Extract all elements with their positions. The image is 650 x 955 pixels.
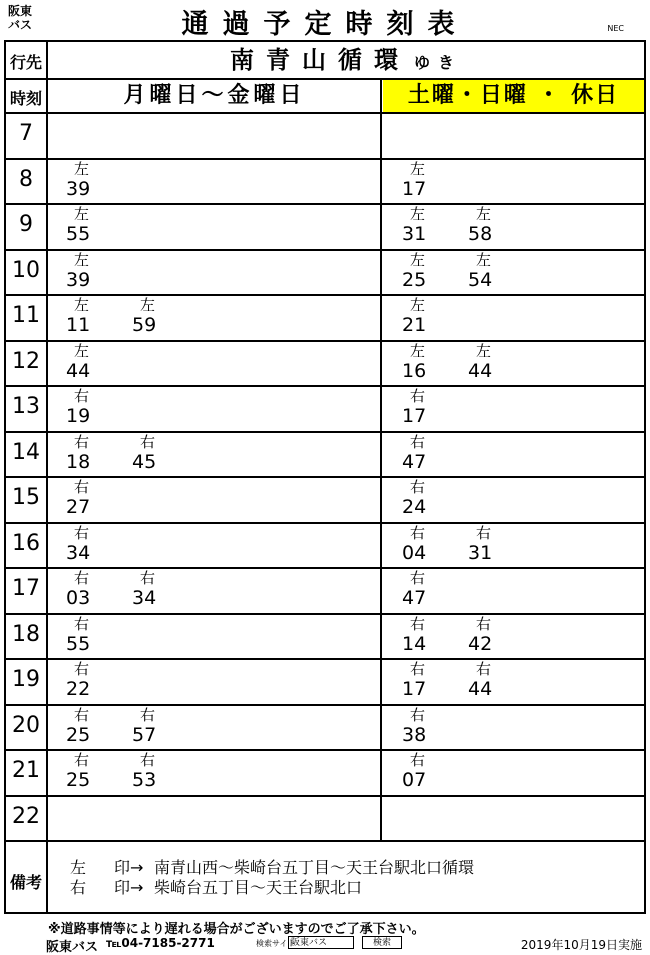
departure-minute: 44 — [66, 359, 91, 382]
row-divider — [6, 795, 644, 797]
company-name: 阪東バス — [46, 940, 99, 955]
weekend-departure — [402, 251, 452, 291]
route-mark: 左 — [410, 296, 426, 314]
weekend-departure — [402, 387, 452, 427]
departure-minute: 53 — [132, 769, 157, 791]
weekend-departure — [402, 205, 452, 245]
maker-label: NEC — [607, 24, 624, 33]
search-button: 検索 — [362, 936, 402, 949]
company-short-name: 阪東 バス — [8, 4, 33, 32]
timetable-grid — [4, 40, 646, 914]
departure-minute: 39 — [66, 268, 91, 291]
departure-minute: 03 — [66, 587, 91, 609]
departure-minute: 14 — [402, 632, 427, 655]
departure-minute: 21 — [402, 314, 427, 336]
page-title: 通過予定時刻表 — [181, 9, 469, 40]
weekend-departure — [402, 706, 452, 746]
departure-minute: 27 — [66, 496, 91, 518]
hour-label: 14 — [12, 439, 40, 465]
departure-minute: 25 — [402, 268, 427, 291]
departure-minute: 58 — [468, 223, 493, 245]
departure-minute: 38 — [402, 723, 427, 746]
weekday-departure — [66, 660, 116, 700]
effective-date: 2019年10月19日実施 — [520, 938, 642, 952]
departure-minute: 17 — [402, 405, 427, 427]
phone-number: ℡04-7185-2771 — [106, 936, 215, 950]
departure-minute: 22 — [66, 678, 91, 700]
route-mark: 右 — [74, 523, 90, 542]
route-mark: 右 — [140, 569, 156, 587]
weekend-departure — [402, 433, 452, 473]
hour-label: 8 — [19, 166, 33, 192]
route-mark: 左 — [74, 159, 90, 178]
weekday-departure — [132, 569, 182, 609]
route-mark: 右 — [410, 751, 426, 769]
destination-label: 行先 — [9, 53, 42, 72]
weekday-departure — [66, 296, 116, 336]
departure-minute: 42 — [468, 632, 493, 655]
header — [0, 0, 650, 40]
weekend-departure — [402, 478, 452, 518]
hour-label: 17 — [12, 576, 40, 601]
hour-label: 15 — [12, 485, 40, 510]
weekend-departure — [402, 569, 452, 609]
departure-minute: 34 — [66, 541, 91, 564]
weekend-departure — [468, 251, 518, 291]
weekday-departure — [132, 751, 182, 791]
weekday-departure — [66, 342, 116, 382]
route-mark: 左 — [476, 205, 492, 223]
weekday-departure — [132, 706, 182, 746]
weekend-header: 土曜・日曜 ・ 休日 — [383, 80, 644, 112]
route-mark: 左 — [74, 296, 90, 314]
weekend-departure — [402, 751, 452, 791]
weekend-departure — [402, 296, 452, 336]
weekday-departure — [66, 615, 116, 655]
weekday-departure — [66, 569, 116, 609]
route-mark: 左 — [74, 205, 90, 223]
route-mark: 右 — [74, 478, 90, 496]
hour-label: 21 — [12, 758, 40, 783]
destination-name: 南青山循環 ゆき — [229, 46, 462, 74]
destination-suffix: ゆき — [413, 53, 462, 72]
route-mark: 左 — [410, 205, 426, 223]
route-mark: 左 — [476, 341, 492, 360]
departure-minute: 44 — [468, 678, 493, 700]
route-mark: 右 — [74, 569, 90, 587]
hour-label: 11 — [12, 303, 40, 328]
hour-label: 18 — [12, 621, 40, 647]
route-mark: 右 — [410, 660, 426, 678]
departure-minute: 25 — [66, 723, 91, 746]
hour-label: 13 — [12, 394, 40, 419]
route-mark: 左 — [410, 250, 426, 269]
departure-minute: 25 — [66, 769, 91, 791]
route-mark: 右 — [140, 705, 156, 724]
weekend-departure — [468, 660, 518, 700]
search-label: 検索サイト — [256, 939, 296, 948]
remark-left: 左 印→ 南青山西～柴崎台五丁目～天王台駅北口循環 — [70, 858, 475, 877]
departure-minute: 47 — [402, 450, 427, 473]
route-mark: 右 — [476, 523, 492, 542]
hour-label: 20 — [12, 712, 40, 738]
route-mark: 右 — [74, 387, 90, 405]
weekend-departure — [402, 342, 452, 382]
departure-minute: 44 — [468, 359, 493, 382]
departure-minute: 04 — [402, 541, 427, 564]
hour-label: 12 — [12, 348, 40, 374]
hour-label: 10 — [12, 257, 40, 283]
departure-minute: 19 — [66, 405, 91, 427]
route-mark: 右 — [410, 478, 426, 496]
weekday-departure — [66, 706, 116, 746]
departure-minute: 31 — [402, 223, 427, 245]
route-mark: 右 — [476, 660, 492, 678]
row-divider — [6, 840, 644, 842]
weekday-departure — [66, 478, 116, 518]
departure-minute: 24 — [402, 496, 427, 518]
route-mark: 左 — [140, 296, 156, 314]
departure-minute: 34 — [132, 587, 157, 609]
route-mark: 右 — [410, 569, 426, 587]
weekday-departure — [66, 205, 116, 245]
departure-minute: 11 — [66, 314, 91, 336]
route-mark: 右 — [476, 614, 492, 633]
divider — [6, 112, 644, 114]
column-divider — [380, 78, 382, 840]
route-mark: 右 — [74, 660, 90, 678]
time-label: 時刻 — [9, 89, 42, 108]
route-mark: 左 — [476, 250, 492, 269]
departure-minute: 39 — [66, 177, 91, 200]
route-mark: 右 — [410, 523, 426, 542]
hour-label: 9 — [19, 212, 33, 237]
departure-minute: 16 — [402, 359, 427, 382]
hour-label: 16 — [12, 530, 40, 556]
departure-minute: 31 — [468, 541, 493, 564]
search-input: 阪東バス — [288, 936, 354, 949]
departure-minute: 57 — [132, 723, 157, 746]
weekend-departure — [468, 205, 518, 245]
route-mark: 左 — [74, 341, 90, 360]
weekend-departure — [468, 615, 518, 655]
route-mark: 右 — [410, 614, 426, 633]
route-mark: 左 — [74, 250, 90, 269]
hour-label: 7 — [19, 121, 33, 146]
route-mark: 右 — [410, 387, 426, 405]
route-mark: 右 — [74, 432, 90, 451]
departure-minute: 59 — [132, 314, 157, 336]
weekday-departure — [66, 524, 116, 564]
departure-minute: 54 — [468, 268, 493, 291]
route-mark: 右 — [140, 751, 156, 769]
weekday-departure — [66, 160, 116, 200]
footer — [0, 914, 650, 955]
departure-minute: 17 — [402, 678, 427, 700]
weekend-departure — [402, 660, 452, 700]
route-mark: 右 — [410, 432, 426, 451]
weekday-departure — [66, 251, 116, 291]
departure-minute: 55 — [66, 223, 91, 245]
weekday-header: 月曜日～金曜日 — [123, 83, 306, 108]
route-mark: 右 — [74, 705, 90, 724]
weekend-departure — [402, 615, 452, 655]
weekday-departure — [66, 387, 116, 427]
remarks-label: 備考 — [9, 873, 42, 892]
route-mark: 右 — [74, 614, 90, 633]
departure-minute: 17 — [402, 177, 427, 200]
hour-label: 22 — [12, 803, 40, 829]
weekday-departure — [66, 433, 116, 473]
weekend-departure — [468, 342, 518, 382]
route-mark: 右 — [410, 705, 426, 724]
weekend-departure — [402, 524, 452, 564]
departure-minute: 07 — [402, 769, 427, 791]
weekend-departure — [468, 524, 518, 564]
route-mark: 右 — [140, 432, 156, 451]
weekday-departure — [66, 751, 116, 791]
hour-label: 19 — [12, 667, 40, 692]
departure-minute: 55 — [66, 632, 91, 655]
route-mark: 左 — [410, 341, 426, 360]
route-mark: 右 — [74, 751, 90, 769]
delay-notice: ※道路事情等により遅れる場合がございますのでご了承下さい。 — [48, 922, 425, 937]
route-mark: 左 — [410, 159, 426, 178]
label-column-divider — [46, 42, 48, 912]
departure-minute: 47 — [402, 587, 427, 609]
weekday-departure — [132, 433, 182, 473]
departure-minute: 18 — [66, 450, 91, 473]
weekend-departure — [402, 160, 452, 200]
weekday-departure — [132, 296, 182, 336]
departure-minute: 45 — [132, 450, 157, 473]
remark-right: 右 印→ 柴崎台五丁目～天王台駅北口 — [70, 878, 363, 897]
